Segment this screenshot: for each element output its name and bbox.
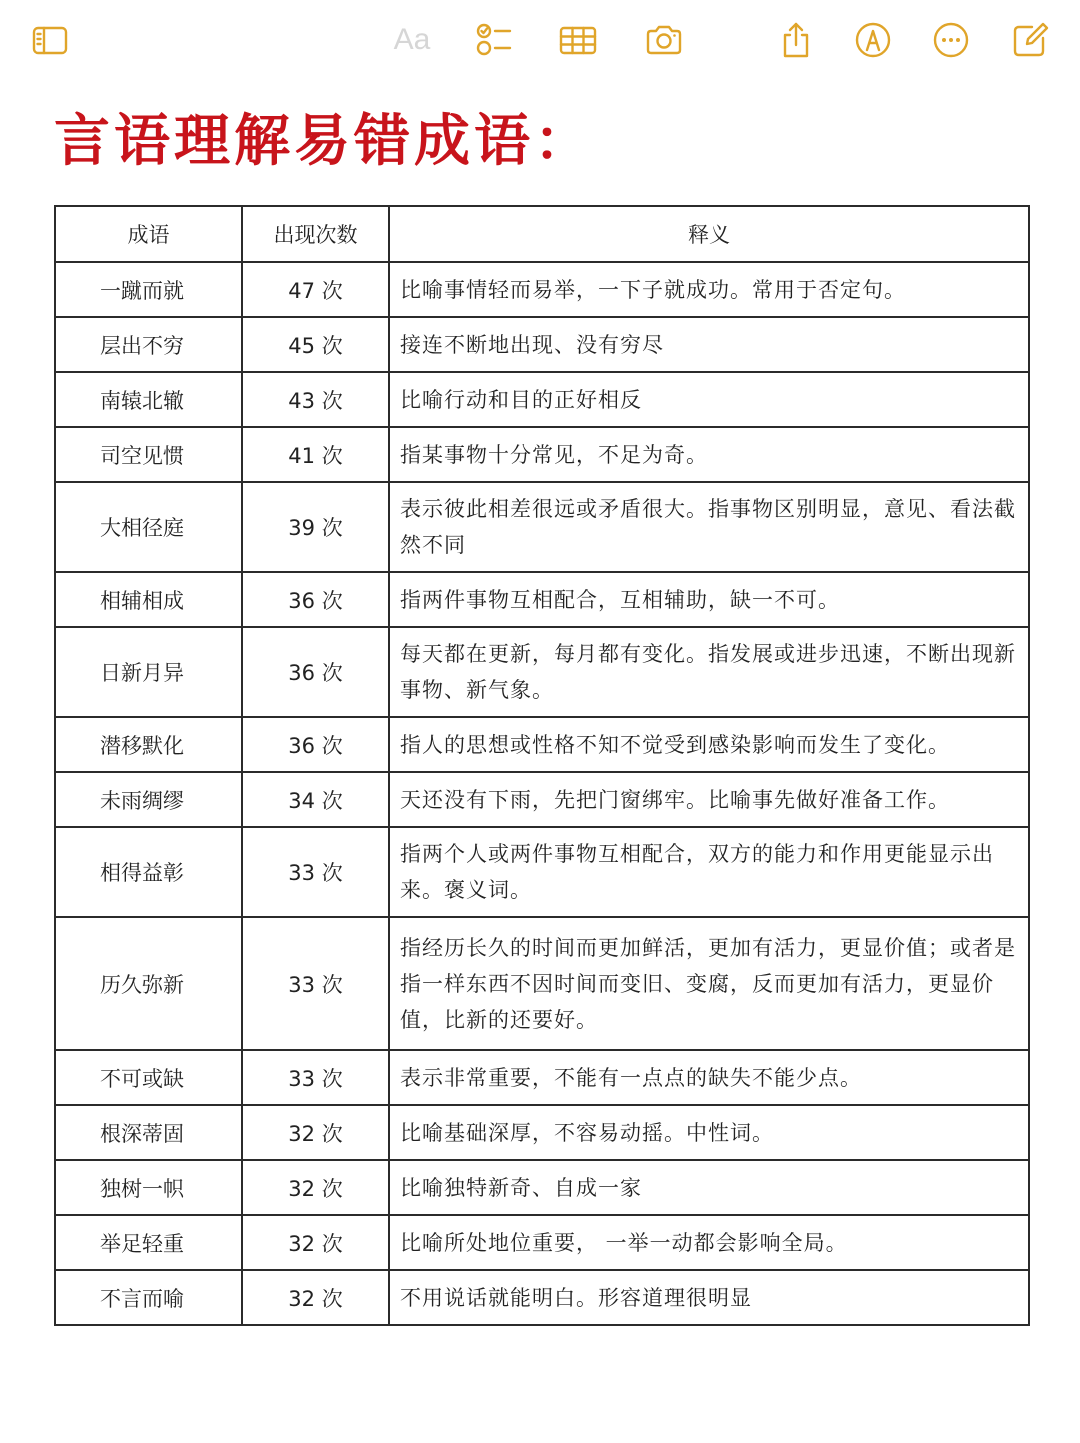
idiom-cell: 根深蒂固 xyxy=(55,1105,242,1160)
more-options-button[interactable] xyxy=(929,18,973,62)
definition-cell: 每天都在更新，每月都有变化。指发展或进步迅速，不断出现新事物、新气象。 xyxy=(389,627,1029,717)
table-row xyxy=(55,627,1029,717)
idiom-cell: 层出不穷 xyxy=(55,317,242,372)
definition-cell: 指某事物十分常见，不足为奇。 xyxy=(389,427,1029,482)
format-text-button[interactable]: Aa xyxy=(393,23,431,56)
table-row xyxy=(55,1105,1029,1160)
definition-cell: 比喻所处地位重要， 一举一动都会影响全局。 xyxy=(389,1215,1029,1270)
count-cell: 45 次 xyxy=(242,317,389,372)
share-button[interactable] xyxy=(774,18,818,62)
count-cell: 41 次 xyxy=(242,427,389,482)
markup-button[interactable] xyxy=(851,18,895,62)
idiom-cell: 不可或缺 xyxy=(55,1050,242,1105)
idiom-cell: 未雨绸缪 xyxy=(55,772,242,827)
count-cell: 36 次 xyxy=(242,717,389,772)
table-row xyxy=(55,1270,1029,1325)
table-row xyxy=(55,717,1029,772)
idiom-table xyxy=(54,205,1030,1326)
idiom-cell: 独树一帜 xyxy=(55,1160,242,1215)
definition-cell: 指两个人或两件事物互相配合，双方的能力和作用更能显示出来。褒义词。 xyxy=(389,827,1029,917)
count-cell: 32 次 xyxy=(242,1270,389,1325)
count-cell: 32 次 xyxy=(242,1215,389,1270)
compose-icon xyxy=(1010,20,1050,60)
idiom-cell: 一蹴而就 xyxy=(55,262,242,317)
idiom-cell: 不言而喻 xyxy=(55,1270,242,1325)
table-row xyxy=(55,1050,1029,1105)
count-cell: 33 次 xyxy=(242,1050,389,1105)
count-cell: 34 次 xyxy=(242,772,389,827)
checklist-icon xyxy=(474,20,514,60)
count-cell: 39 次 xyxy=(242,482,389,572)
table-header-row xyxy=(55,206,1029,262)
idiom-cell: 历久弥新 xyxy=(55,917,242,1050)
count-cell: 47 次 xyxy=(242,262,389,317)
definition-cell: 比喻事情轻而易举，一下子就成功。常用于否定句。 xyxy=(389,262,1029,317)
idiom-cell: 潜移默化 xyxy=(55,717,242,772)
count-cell: 36 次 xyxy=(242,627,389,717)
notes-toolbar xyxy=(0,0,1080,80)
markup-pen-icon xyxy=(853,20,893,60)
ellipsis-icon xyxy=(931,20,971,60)
definition-cell: 表示彼此相差很远或矛盾很大。指事物区别明显，意见、看法截然不同 xyxy=(389,482,1029,572)
table-row xyxy=(55,572,1029,627)
definition-cell: 天还没有下雨，先把门窗绑牢。比喻事先做好准备工作。 xyxy=(389,772,1029,827)
compose-button[interactable] xyxy=(1008,18,1052,62)
count-cell: 33 次 xyxy=(242,827,389,917)
definition-cell: 指人的思想或性格不知不觉受到感染影响而发生了变化。 xyxy=(389,717,1029,772)
table-row xyxy=(55,1215,1029,1270)
idiom-cell: 举足轻重 xyxy=(55,1215,242,1270)
idiom-cell: 相得益彰 xyxy=(55,827,242,917)
count-cell: 36 次 xyxy=(242,572,389,627)
sidebar-toggle-button[interactable] xyxy=(28,18,72,62)
table-row xyxy=(55,317,1029,372)
header-definition: 释义 xyxy=(389,206,1029,262)
count-cell: 43 次 xyxy=(242,372,389,427)
definition-cell: 指两件事物互相配合，互相辅助，缺一不可。 xyxy=(389,572,1029,627)
count-cell: 33 次 xyxy=(242,917,389,1050)
table-row xyxy=(55,482,1029,572)
count-cell: 32 次 xyxy=(242,1160,389,1215)
definition-cell: 比喻独特新奇、自成一家 xyxy=(389,1160,1029,1215)
camera-icon xyxy=(644,20,684,60)
header-count: 出现次数 xyxy=(242,206,389,262)
table-row xyxy=(55,827,1029,917)
sidebar-icon xyxy=(30,20,70,60)
table-row xyxy=(55,1160,1029,1215)
idiom-cell: 相辅相成 xyxy=(55,572,242,627)
table-button[interactable] xyxy=(556,18,600,62)
definition-cell: 指经历长久的时间而更加鲜活，更加有活力，更显价值；或者是指一样东西不因时间而变旧、变腐，反而更加有活力，更显价值，比新的还要好。 xyxy=(389,917,1029,1050)
definition-cell: 比喻基础深厚，不容易动摇。中性词。 xyxy=(389,1105,1029,1160)
table-row xyxy=(55,262,1029,317)
table-row xyxy=(55,372,1029,427)
header-idiom: 成语 xyxy=(55,206,242,262)
share-icon xyxy=(776,20,816,60)
idiom-cell: 南辕北辙 xyxy=(55,372,242,427)
idiom-cell: 司空见惯 xyxy=(55,427,242,482)
definition-cell: 表示非常重要，不能有一点点的缺失不能少点。 xyxy=(389,1050,1029,1105)
idiom-cell: 大相径庭 xyxy=(55,482,242,572)
definition-cell: 比喻行动和目的正好相反 xyxy=(389,372,1029,427)
definition-cell: 接连不断地出现、没有穷尽 xyxy=(389,317,1029,372)
table-row xyxy=(55,427,1029,482)
camera-button[interactable] xyxy=(642,18,686,62)
note-title[interactable]: 言语理解易错成语： xyxy=(54,109,594,174)
count-cell: 32 次 xyxy=(242,1105,389,1160)
table-icon xyxy=(558,20,598,60)
definition-cell: 不用说话就能明白。形容道理很明显 xyxy=(389,1270,1029,1325)
table-row xyxy=(55,917,1029,1050)
checklist-button[interactable] xyxy=(472,18,516,62)
table-row xyxy=(55,772,1029,827)
idiom-cell: 日新月异 xyxy=(55,627,242,717)
